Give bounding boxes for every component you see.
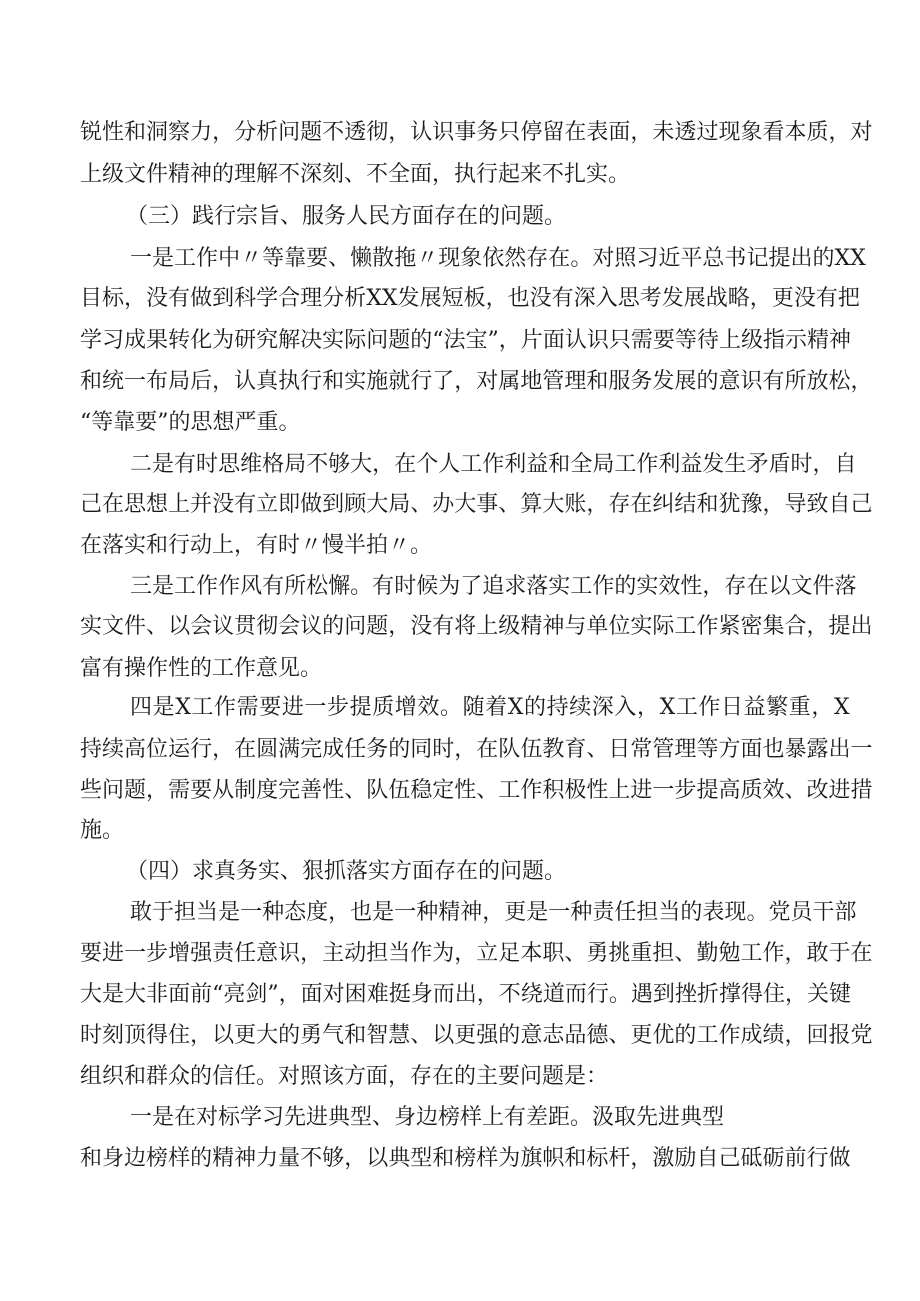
text-line: 实 文 件 、 以 会 议 贯 彻 会 议 的 问 题 ， 没 有 将 上 级 精 神 与 单 位 实 际 工 作 紧 密 集 合 ， 提 出 (80, 614, 873, 639)
text-line: 上级文件精神的理解不深刻、不全面，执行起来不扎实。 (80, 162, 631, 187)
section-heading: （四）求真务实、狠抓落实方面存在的问题。 (126, 859, 567, 884)
text-line: 持 续 高 位 运 行 ， 在 圆 满 完 成 任 务 的 同 时 ， 在 队 伍 教 育 、 日 常 管 理 等 方 面 也 暴 露 出 一 (80, 737, 873, 762)
text-line: 些 问 题 ， 需 要 从 制 度 完 善 性 、 队 伍 稳 定 性 、 工 作 积 极 性 上 进 一 步 提 高 质 效 、 改 进 措 (80, 778, 873, 803)
text-line: 二 是 有 时 思 维 格 局 不 够 大 ， 在 个 人 工 作 利 益 和 全 局 工 作 利 益 发 生 矛 盾 时 ， 自 (130, 452, 857, 477)
text-line: 三 是 工 作 作 风 有 所 松 懈 。 有 时 候 为 了 追 求 落 实 工 作 的 实 效 性 ， 存 在 以 文 件 落 (130, 574, 857, 599)
text-line: 己 在 思 想 上 并 没 有 立 即 做 到 顾 大 局 、 办 大 事 、 算 大 账 ， 存 在 纠 结 和 犹 豫 ， 导 致 自 己 (80, 492, 873, 517)
text-line: 一 是 工 作 中 〃 等 靠 要 、 懒 散 拖 〃 现 象 依 然 存 在 。 对 照 习 近 平 总 书 记 提 出 的 X X (130, 246, 866, 271)
text-line: “等靠要”的思想严重。 (80, 410, 301, 435)
text-line: 敢 于 担 当 是 一 种 态 度 ， 也 是 一 种 精 神 ， 更 是 一 种 责 任 担 当 的 表 现 。 党 员 干 部 (130, 900, 857, 925)
text-line: 四 是 X 工 作 需 要 进 一 步 提 质 增 效 。 随 着 X 的 持 续 深 入 ， X 工 作 日 益 繁 重 ， X (130, 695, 850, 720)
text-line: 大 是 大 非 面 前 “ 亮 剑 ” ， 面 对 困 难 挺 身 而 出 ， 不 绕 道 而 行 。 遇 到 挫 折 撑 得 住 ， 关 键 (80, 982, 852, 1007)
text-line: 富有操作性的工作意见。 (80, 656, 323, 681)
text-line: 锐 性 和 洞 察 力 ， 分 析 问 题 不 透 彻 ， 认 识 事 务 只 停 留 在 表 面 ， 未 透 过 现 象 看 本 质 ， 对 (80, 120, 873, 145)
text-line: 和 统 一 布 局 后 ， 认 真 执 行 和 实 施 就 行 了 ， 对 属 地 管 理 和 服 务 发 展 的 意 识 有 所 放 松 ， (80, 369, 873, 394)
section-heading: （三）践行宗旨、服务人民方面存在的问题。 (126, 204, 567, 229)
text-line: 要 进 一 步 增 强 责 任 意 识 ， 主 动 担 当 作 为 ， 立 足 本 职 、 勇 挑 重 担 、 勤 勉 工 作 ， 敢 于 在 (80, 941, 873, 966)
text-line: 目 标 ， 没 有 做 到 科 学 合 理 分 析 X X 发 展 短 板 ， 也 没 有 深 入 思 考 发 展 战 略 ， 更 没 有 把 (80, 286, 860, 311)
text-line: 组织和群众的信任。对照该方面，存在的主要问题是： (80, 1064, 609, 1089)
text-line: 一是在对标学习先进典型、身边榜样上有差距。汲取先进典型 (130, 1105, 725, 1130)
text-line: 时 刻 顶 得 住 ， 以 更 大 的 勇 气 和 智 慧 、 以 更 强 的 意 志 品 德 、 更 优 的 工 作 成 绩 ， 回 报 党 (80, 1023, 873, 1048)
text-line: 学 习 成 果 转 化 为 研 究 解 决 实 际 问 题 的 “ 法 宝 ” ， 片 面 认 识 只 需 要 等 待 上 级 指 示 精 神 (80, 328, 852, 353)
text-line: 在落实和行动上，有时〃慢半拍〃。 (80, 533, 433, 558)
text-line: 和 身 边 榜 样 的 精 神 力 量 不 够 ， 以 典 型 和 榜 样 为 旗 帜 和 标 杆 ， 激 励 自 己 砥 砺 前 行 做 (80, 1146, 851, 1171)
text-line: 施。 (80, 818, 125, 843)
